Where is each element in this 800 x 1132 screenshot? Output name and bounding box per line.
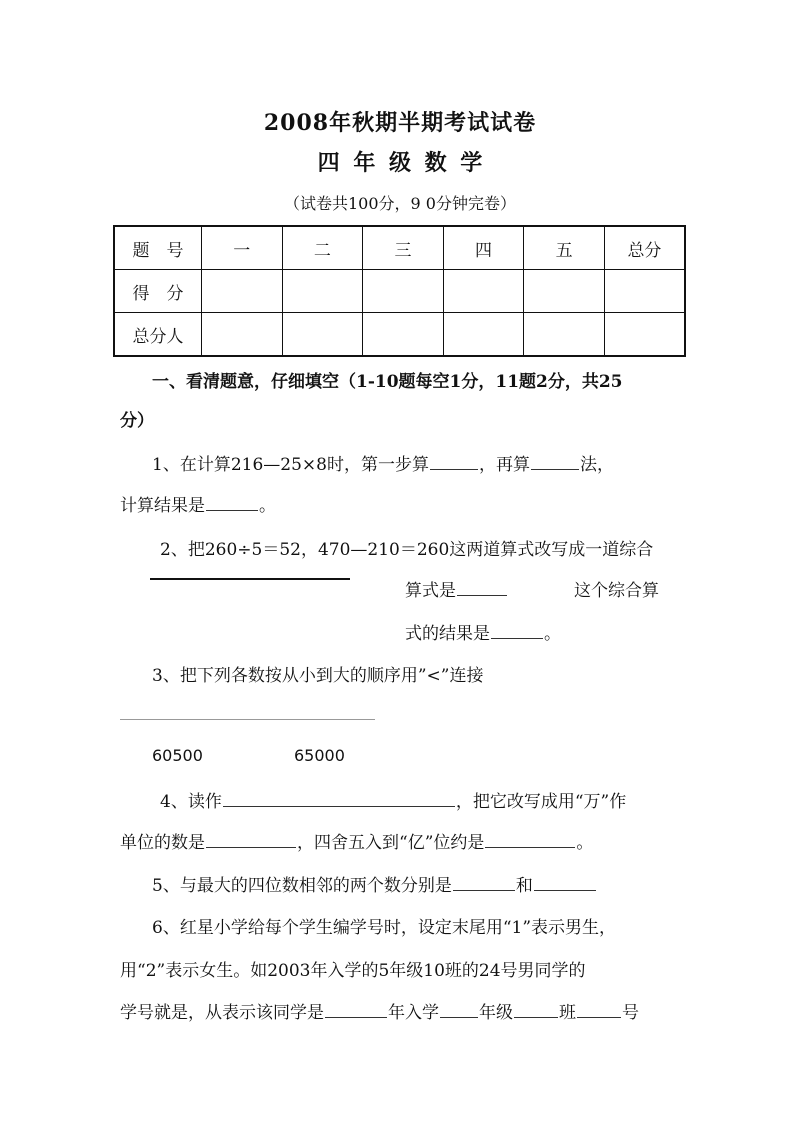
question-text: 单位的数是 — [120, 833, 205, 853]
question-text: 号 — [622, 1003, 639, 1023]
question-2-result — [405, 619, 561, 644]
question-4 — [160, 787, 626, 812]
column-header: 二 — [282, 226, 363, 270]
question-text: 班 — [559, 1003, 576, 1023]
question-text: 4、读作 — [160, 792, 222, 812]
question-3: 3、把下列各数按从小到大的顺序用”<”连接 — [152, 666, 484, 686]
question-text: 式的结果是 — [405, 624, 490, 644]
answer-blank[interactable] — [534, 889, 596, 891]
score-cell[interactable] — [604, 270, 685, 313]
answer-blank[interactable] — [514, 1016, 558, 1018]
row-label-question-number: 题 号 — [114, 226, 202, 270]
column-header: 五 — [524, 226, 605, 270]
question-6-continued: 用“2”表示女生。如2003年入学的5年级10班的24号男同学的 — [120, 961, 586, 981]
question-5 — [152, 871, 597, 896]
answer-blank[interactable] — [325, 1016, 387, 1018]
question-6: 6、红星小学给每个学生编学号时，设定末尾用“1”表示男生， — [152, 918, 617, 938]
grader-cell[interactable] — [363, 313, 444, 357]
exam-title: 2008年秋期半期考试试卷 — [263, 110, 537, 136]
answer-blank[interactable] — [491, 637, 543, 639]
question-text: 算式是 — [405, 581, 456, 601]
question-text: 。 — [259, 496, 276, 516]
table-row — [114, 270, 685, 313]
answer-blank[interactable] — [457, 594, 507, 596]
column-header: 四 — [443, 226, 524, 270]
table-row — [114, 313, 685, 357]
answer-line[interactable] — [120, 719, 375, 720]
answer-blank[interactable] — [223, 805, 455, 807]
answer-blank[interactable] — [430, 468, 478, 470]
score-cell[interactable] — [524, 270, 605, 313]
grader-cell[interactable] — [524, 313, 605, 357]
answer-blank[interactable] — [440, 1016, 478, 1018]
table-row — [114, 226, 685, 270]
answer-blank[interactable] — [485, 846, 575, 848]
answer-blank[interactable] — [206, 509, 258, 511]
exam-subtitle: 四 年 级 数 学 — [317, 150, 483, 176]
question-4-continued — [120, 828, 593, 853]
exam-note: （试卷共100分，9 0分钟完卷） — [284, 194, 516, 213]
question-text: 法， — [579, 455, 614, 475]
column-header: 三 — [363, 226, 444, 270]
question-text: 和 — [515, 876, 533, 896]
score-cell[interactable] — [202, 270, 283, 313]
section-heading-continued: 分） — [120, 411, 154, 431]
grader-cell[interactable] — [443, 313, 524, 357]
row-label-score: 得 分 — [114, 270, 202, 313]
question-text: ，四舍五入到“亿”位约是 — [297, 833, 485, 853]
question-1 — [152, 450, 614, 475]
number-item: 60500 — [152, 746, 203, 765]
answer-blank[interactable] — [577, 1016, 621, 1018]
score-table — [113, 225, 686, 357]
score-cell[interactable] — [363, 270, 444, 313]
question-2-continued — [405, 576, 508, 601]
question-text: 计算结果是 — [120, 496, 205, 516]
question-text: 年级 — [479, 1003, 513, 1023]
answer-blank[interactable] — [206, 846, 296, 848]
answer-blank[interactable] — [453, 889, 515, 891]
number-item: 65000 — [294, 746, 345, 765]
question-text: 这个综合算 — [574, 581, 659, 601]
question-text: 学号就是，从表示该同学是 — [120, 1003, 324, 1023]
grader-cell[interactable] — [202, 313, 283, 357]
question-text: 1、在计算216—25×8时，第一步算 — [152, 455, 429, 475]
question-text: 。 — [544, 624, 561, 644]
answer-line[interactable] — [150, 578, 350, 580]
section-heading: 一、看清题意，仔细填空（1-10题每空1分，11题2分，共25 — [152, 372, 623, 392]
grader-cell[interactable] — [282, 313, 363, 357]
question-text: 。 — [576, 833, 594, 853]
question-text: 年入学 — [388, 1003, 439, 1023]
grader-cell[interactable] — [604, 313, 685, 357]
question-text: ，把它改写成用“万”作 — [455, 792, 627, 812]
column-header: 总分 — [604, 226, 685, 270]
score-cell[interactable] — [282, 270, 363, 313]
question-2: 2、把260÷5＝52，470—210＝260这两道算式改写成一道综合 — [160, 540, 654, 560]
row-label-grader: 总分人 — [114, 313, 202, 357]
question-text: ，再算 — [478, 455, 530, 475]
score-cell[interactable] — [443, 270, 524, 313]
question-1-continued — [120, 491, 276, 516]
column-header: 一 — [202, 226, 283, 270]
answer-blank[interactable] — [531, 468, 579, 470]
question-6-continued — [120, 998, 639, 1023]
question-text: 5、与最大的四位数相邻的两个数分别是 — [152, 876, 452, 896]
